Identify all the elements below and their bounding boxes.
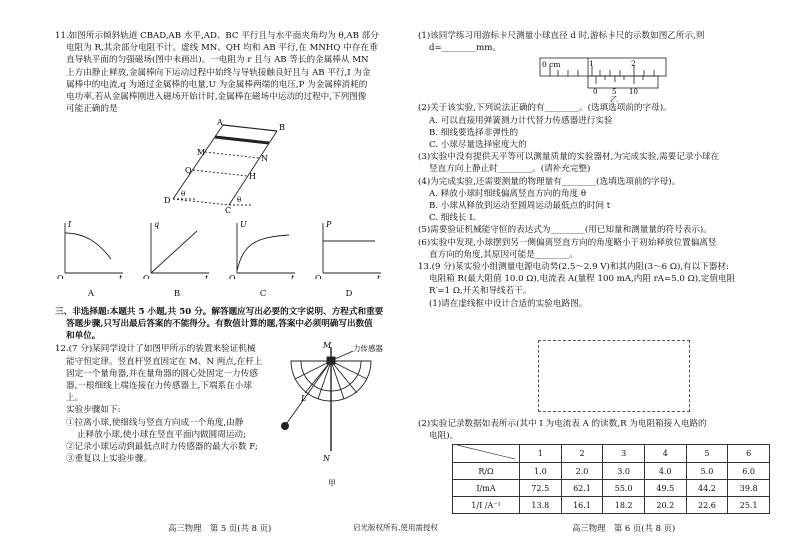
label-d: D: [164, 196, 171, 206]
main-tick-2: 2: [631, 59, 636, 69]
table-header-cell: 5: [686, 445, 728, 463]
q11-line: 直导轨平面的匀强磁场(图中未画出)。一电阻为 r 且与 AB 等长的金属棒从 MN: [66, 55, 369, 66]
q11-line: 上方由静止释放,金属棒向下运动过程中始终与导轨接触良好且与 AB 平行,I 为金: [66, 67, 371, 78]
q12-4-option-c: C. 细线长 L: [429, 213, 475, 224]
graph-a-origin: O: [57, 274, 64, 280]
graph-d: [313, 219, 385, 299]
q12-2-option-b: B. 细线要选择非弹性的: [429, 127, 519, 138]
q12-6-line: 直方向的角度,其原因可能是________。: [429, 249, 578, 260]
footer-page-5: 高三物理 第 5 页(共 8 页): [168, 523, 272, 533]
table-cell: 25.1: [728, 497, 770, 514]
graph-c-origin: O: [229, 274, 236, 280]
graph-b: [141, 219, 213, 299]
q12-6-line: (6)实验中发现,小球摆到另一侧偏离竖直方向的角度略小于初始释放位置偏离竖: [418, 237, 717, 248]
ball: [281, 422, 289, 430]
q11-line: 11.如图所示倾斜轨道 CBAD,AB 水平,AD、BC 平行且与水平面夹角均为 θ,AB 部分: [55, 31, 379, 41]
q12-4-option-a: A. 释放小球时细线偏离竖直方向的角度 θ: [429, 188, 587, 199]
label-theta-2: θ: [237, 196, 242, 205]
table-cell: 16.1: [561, 497, 603, 514]
table-cell: 55.0: [603, 480, 645, 497]
graph-b-ylabel: q: [154, 220, 160, 230]
label-a: A: [217, 118, 223, 128]
q12-line: 固定一个量角器,并在量角器的圆心处固定一力传感: [66, 368, 258, 379]
option-b-label: B: [173, 288, 181, 299]
line-b: [151, 231, 197, 273]
q12-2-option-c: C. 小球尽量选择密度大的: [429, 140, 527, 151]
section-3-heading: [55, 306, 395, 343]
option-c-label: C: [259, 288, 267, 299]
table-cell: 18.2: [603, 497, 645, 514]
bar-ab: [223, 125, 277, 131]
graph-c: [227, 219, 299, 299]
q12-line: 上。: [66, 393, 84, 404]
q12-4-line: (4)为完成实验,还需要测量的物理量有________(选填选项前的字母)。: [418, 176, 681, 187]
section3-line: 三、非选择题:本题共 5 小题,共 50 分。解答题应写出必要的文字说明、方程式和重要: [55, 306, 384, 317]
label-q: Q: [185, 166, 192, 176]
option-graphs: [55, 219, 395, 299]
q12-part6: [418, 237, 770, 261]
label-m: M: [197, 148, 206, 158]
graph-a-plot: [55, 219, 127, 279]
graph-d-plot: [313, 219, 385, 279]
q13-line: R′=1 Ω,开关和导线若干。: [429, 286, 532, 297]
option-d-label: D: [345, 288, 353, 299]
q12-step: ①拉离小球,使细线与竖直方向成一个角度,由静: [66, 417, 244, 428]
vernier-tick-5: 5: [612, 88, 617, 97]
q13-line: 电阻箱 R(最大阻值 10.0 Ω),电流表 A(量程 100 mA,内阻 rA=5.0 Ω),定值电阻: [429, 274, 736, 285]
sensor-leader: [335, 351, 353, 359]
q11-line: 电阻为 R,其余部分电阻不计。虚线 MN、QH 均和 AB 平行,在 MNHQ 中存在垂: [66, 43, 378, 54]
graph-c-ylabel: U: [240, 220, 247, 230]
row-label: R/Ω: [453, 463, 520, 480]
table-cell: 3.0: [603, 463, 645, 480]
graph-a: [55, 219, 127, 299]
q12-part3: [418, 151, 770, 175]
right-column: [418, 30, 770, 310]
table-row: [453, 480, 770, 497]
rod-mn: [215, 137, 269, 143]
data-table: [452, 444, 770, 514]
footer-page-6: 高三物理 第 6 页(共 8 页): [572, 523, 676, 533]
figure-yi-caption: 乙: [610, 95, 618, 103]
table-cell: 20.2: [644, 497, 686, 514]
q11-line: 电功率,若从金属棒刚进入磁场开始计时,金属棒在磁场中运动的过程中,下列图像: [66, 92, 367, 103]
table-cell: 5.0: [686, 463, 728, 480]
table-header-cell: 6: [728, 445, 770, 463]
vernier-tick-0: 0: [593, 88, 598, 97]
incline-rail-figure: [55, 117, 395, 213]
option-a-label: A: [87, 288, 95, 299]
table-row: [453, 463, 770, 480]
label-h: H: [249, 172, 256, 182]
q12-2-line: (2)关于该实验,下列说法正确的有________。(选填选项前的字母)。: [418, 103, 672, 114]
curve-c: [237, 235, 289, 271]
graph-d-origin: O: [315, 274, 322, 280]
label-theta-1: θ: [181, 190, 186, 199]
force-sensor: [327, 357, 335, 364]
q12-2-option-a: A. 可以直接用弹簧测力计代替力传感器进行实验: [429, 115, 613, 126]
caliper-unit: 0 cm: [542, 60, 561, 70]
q13-line: (1)请在虚线框中设计合适的实验电路图。: [429, 298, 588, 309]
vernier-caliper-figure: [418, 54, 770, 102]
section3-line: 答题步骤,只写出最后答案的不能得分。有数值计算的题,答案中必须明确写出数值: [66, 319, 373, 330]
label-n: N: [261, 154, 268, 164]
pendulum-apparatus-figure: [271, 339, 399, 489]
table-corner-diagonal: [457, 445, 515, 459]
q12-line: 器,一根细线上端连接在力传感器上,下端系在小球: [66, 381, 252, 392]
graph-b-origin: O: [143, 274, 150, 280]
table-header-cell: 3: [603, 445, 645, 463]
table-cell: 62.1: [561, 480, 603, 497]
label-force-sensor: 力传感器: [353, 344, 383, 354]
q12-1-line: (1)该同学练习用游标卡尺测量小球直径 d 时,游标卡尺的示数如图乙所示,则: [418, 31, 705, 41]
section3-line: 和单位。: [66, 331, 101, 342]
table-cell: 39.8: [728, 480, 770, 497]
graph-b-plot: [141, 219, 213, 279]
table-cell: 49.5: [644, 480, 686, 497]
q12-step: 实验步骤如下:: [66, 405, 121, 416]
label-m-top: M: [323, 341, 332, 351]
graph-d-xlabel: t: [377, 274, 381, 280]
label-c: C: [225, 206, 232, 214]
row-label: I/mA: [453, 480, 520, 497]
q12-3-line: 竖直方向上静止时________。(请补充完整): [429, 164, 591, 175]
table-header-cell: 4: [644, 445, 686, 463]
q12-5-line: (5)需要验证机械能守恒的表达式为________(用已知量和测量量的符号表示)。: [418, 225, 712, 236]
string: [287, 361, 331, 423]
main-tick-1: 1: [589, 59, 594, 69]
table-header-cell: 2: [561, 445, 603, 463]
q12-4-option-b: B. 小球从释放到运动至圆周运动最低点的时间 t: [429, 201, 611, 212]
footer-copyright: 启光版权所有,使用需授权: [353, 523, 438, 532]
graph-d-ylabel: P: [326, 220, 332, 230]
q12-line: 12.(7 分)某同学设计了如图甲所示的装置来验证机械: [55, 344, 256, 355]
label-b: B: [279, 123, 285, 133]
question-13: [418, 261, 770, 310]
figure-jia-caption: 甲: [328, 479, 336, 489]
table-header-cell: 1: [520, 445, 562, 463]
label-l: L: [301, 394, 307, 404]
table-cell: 4.0: [644, 463, 686, 480]
circuit-design-box[interactable]: [538, 340, 690, 412]
table-corner: [453, 445, 520, 463]
q12-part4: [418, 176, 770, 225]
table-cell: 6.0: [728, 463, 770, 480]
table-cell: 22.6: [686, 497, 728, 514]
table-cell: 44.2: [686, 480, 728, 497]
q12-step: ②记录小球运动到最低点时力传感器的最大示数 F;: [66, 442, 258, 453]
vernier-tick-10: 10: [629, 88, 638, 97]
question-11: [55, 30, 395, 115]
q12-step: 止释放小球,使小球在竖直平面内做圆周运动;: [77, 429, 246, 440]
q13-line: 13.(9 分)某实验小组测量电源电动势(2.5～2.9 V)和其内阻(3～6 Ω),有以下器材:: [418, 262, 729, 273]
q12-part2: [418, 102, 770, 151]
table-cell: 72.5: [520, 480, 562, 497]
q12-1-line: d=________mm。: [429, 43, 501, 54]
table-cell: 13.8: [520, 497, 562, 514]
graph-a-xlabel: t: [119, 274, 123, 280]
q13-2-line: (2)实验记录数据如表所示(其中 I 为电流表 A 的读数,R 为电阻箱接入电路的: [418, 419, 707, 429]
line-qh: [193, 170, 247, 176]
left-column: [55, 30, 395, 489]
question-12: [55, 341, 395, 489]
graph-a-ylabel: I: [68, 220, 72, 230]
q12-part1: [418, 30, 770, 54]
table-cell: 2.0: [561, 463, 603, 480]
row-label: 1/I /A⁻¹: [453, 497, 520, 514]
q12-part5: [418, 224, 770, 236]
table-cell: 1.0: [520, 463, 562, 480]
q12-line: 能守恒定律。竖直杆竖直固定在 M、N 两点,在杆上: [66, 356, 263, 367]
curve-a: [65, 233, 111, 259]
vernier-scale: [588, 76, 658, 88]
label-n-bottom: N: [323, 454, 330, 464]
graph-c-xlabel: t: [291, 274, 295, 280]
q11-line: 可能正确的是: [66, 104, 118, 115]
q11-line: 属棒中的电流,q 为通过金属棒的电量,U 为金属棒两端的电压,P 为金属棒消耗的: [66, 79, 368, 90]
q12-3-line: (3)实验中没有提供天平等可以测量质量的实验器材,为完成实验,需要记录小球在: [418, 152, 720, 163]
bottom-dc: [173, 199, 229, 205]
q12-step: ③重复以上实验步骤。: [66, 454, 152, 465]
table-row: [453, 497, 770, 514]
table-header-row: [453, 445, 770, 463]
graph-b-xlabel: t: [205, 274, 209, 280]
line-mn: [205, 152, 259, 158]
graph-c-plot: [227, 219, 299, 279]
q13-part2: [418, 418, 770, 442]
q13-2-line: 电阻)。: [429, 431, 459, 442]
